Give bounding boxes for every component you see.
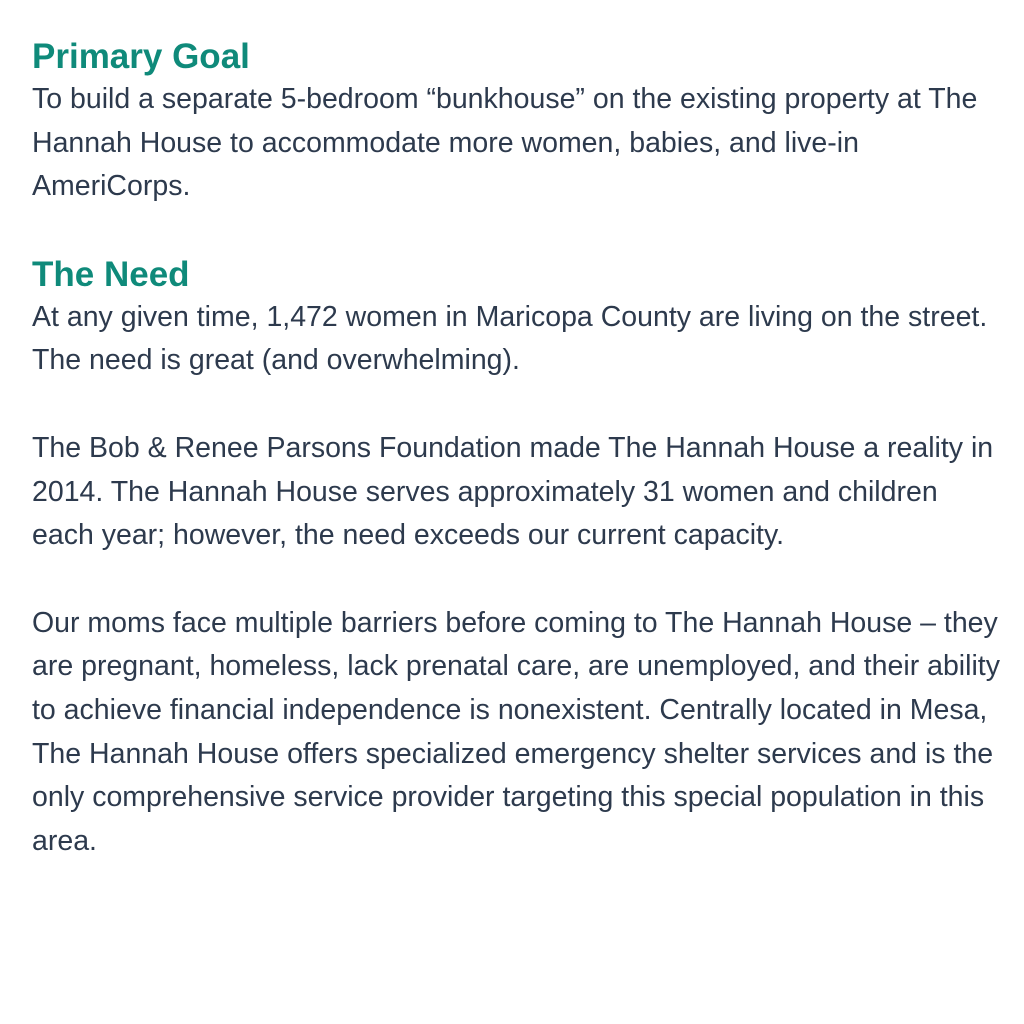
primary-goal-paragraph: To build a separate 5-bedroom “bunkhouse” on the existing property at The Hannah House to accommodate more women, babies, and live-in AmeriCorps.: [32, 83, 978, 203]
section-primary-goal: [32, 36, 1002, 209]
need-paragraph-foundation: The Bob & Renee Parsons Foundation made The Hannah House a reality in 2014. The Hannah House serves approximately 31 women and children each year; however, the need exceeds our current capacity.: [32, 431, 994, 552]
content-column: [32, 36, 1002, 863]
section-heading-primary-goal: Primary Goal: [32, 37, 250, 76]
need-paragraph-barriers: Our moms face multiple barriers before coming to The Hannah House – they are pregnant, homeless, lack prenatal care, are unemployed, and their ability to achieve financial independence is nonexistent. Centrally located in Mesa, The Hannah House offers specialized emergency shelter services and is the only comprehensive service provider targeting this special population in this area.: [32, 606, 1000, 857]
section-heading-the-need: The Need: [32, 254, 190, 294]
need-paragraph-statistics: At any given time, 1,472 women in Maricopa County are living on the street. The need is great (and overwhelming).: [32, 300, 988, 377]
section-the-need: [32, 254, 1002, 864]
